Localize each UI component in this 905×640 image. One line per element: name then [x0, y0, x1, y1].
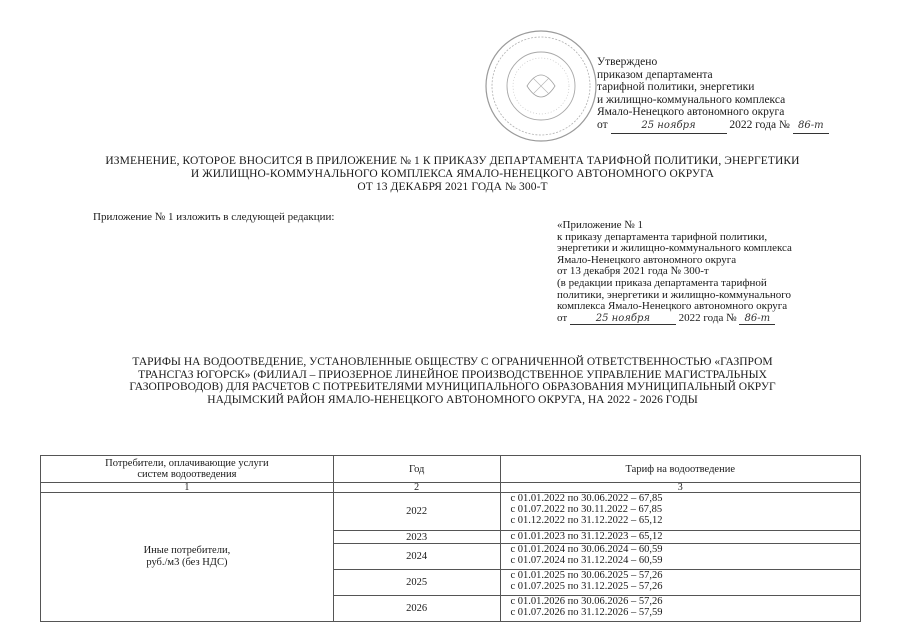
header-number: 2 [333, 483, 500, 493]
appendix-block [557, 220, 792, 325]
tariff-period: с 01.07.2026 по 31.12.2026 – 57,59 [510, 607, 663, 618]
approval-number-handwritten: 86-т [793, 120, 829, 134]
appendix-line: «Приложение № 1 [557, 219, 644, 231]
header-year: Год [333, 456, 500, 483]
approval-line: и жилищно-коммунального комплекса [597, 93, 786, 106]
consumer-line: руб./м3 (без НДС) [146, 557, 228, 568]
appendix-line: энергетики и жилищно-коммунального комплекса [557, 242, 792, 255]
approval-year-text: 2022 года № [729, 118, 790, 131]
appendix-date-prefix: от [557, 311, 568, 324]
tariff-table [40, 455, 861, 622]
approval-line: Утверждено [597, 56, 658, 68]
approval-line: тарифной политики, энергетики [597, 81, 755, 94]
year-cell: 2023 [333, 531, 500, 544]
tariff-period: с 01.01.2026 по 30.06.2026 – 57,26 [510, 596, 663, 607]
approval-date-prefix: от [597, 118, 608, 131]
tariff-title-line: ГАЗОПРОВОДОВ) ДЛЯ РАСЧЕТОВ С ПОТРЕБИТЕЛЯМИ МУНИЦИПАЛЬНОГО ОБРАЗОВАНИЯ МУНИЦИПАЛЬНЫЙ ОКРУГ [129, 381, 776, 394]
tariff-period: с 01.01.2023 по 31.12.2023 – 65,12 [510, 531, 663, 542]
tariff-title-line: ТАРИФЫ НА ВОДООТВЕДЕНИЕ, УСТАНОВЛЕННЫЕ ОБЩЕСТВУ С ОГРАНИЧЕННОЙ ОТВЕТСТВЕННОСТЬЮ «ГАЗПРОМ [132, 356, 773, 368]
appendix-line: от 13 декабря 2021 года № 300-т [557, 265, 709, 278]
tariff-period: с 01.01.2025 по 30.06.2025 – 57,26 [510, 570, 663, 581]
header-number: 1 [41, 483, 334, 493]
approval-line: Ямало-Ненецкого автономного округа [597, 106, 785, 119]
year-cell: 2025 [333, 570, 500, 596]
appendix-line: комплекса Ямало-Ненецкого автономного округа [557, 300, 788, 313]
tariff-period: с 01.07.2022 по 30.11.2022 – 67,85 [510, 504, 663, 515]
title-line: И ЖИЛИЩНО-КОММУНАЛЬНОГО КОМПЛЕКСА ЯМАЛО-НЕНЕЦКОГО АВТОНОМНОГО ОКРУГА [190, 167, 715, 180]
approval-date-handwritten: 25 ноября [611, 120, 727, 134]
tariff-cell [500, 596, 860, 622]
tariff-cell [500, 570, 860, 596]
tariff-cell [500, 493, 860, 531]
consumer-cell [41, 493, 334, 622]
tariff-period: с 01.01.2024 по 30.06.2024 – 60,59 [510, 544, 663, 555]
official-seal [483, 28, 599, 144]
year-cell: 2022 [333, 493, 500, 531]
appendix-line: к приказу департамента тарифной политики, [557, 230, 768, 243]
consumer-line: Иные потребители, [143, 545, 231, 556]
appendix-line: политики, энергетики и жилищно-коммунального [557, 288, 791, 301]
appendix-year-text: 2022 года № [678, 311, 737, 324]
instruction-text: Приложение № 1 изложить в следующей редакции: [93, 211, 335, 223]
title-line: ОТ 13 ДЕКАБРЯ 2021 ГОДА № 300-Т [357, 180, 548, 193]
year-cell: 2024 [333, 544, 500, 570]
table-row [41, 493, 861, 531]
tariff-cell [500, 531, 860, 544]
approval-block [597, 56, 829, 134]
appendix-date-line [557, 313, 792, 326]
tariff-title-line: НАДЫМСКИЙ РАЙОН ЯМАЛО-НЕНЕЦКОГО АВТОНОМНОГО ОКРУГА, НА 2022 - 2026 ГОДЫ [207, 393, 698, 406]
tariff-cell [500, 544, 860, 570]
year-cell: 2026 [333, 596, 500, 622]
tariff-period: с 01.07.2025 по 31.12.2025 – 57,26 [510, 581, 663, 592]
tariff-period: с 01.01.2022 по 30.06.2022 – 67,85 [510, 493, 663, 504]
document-title [40, 155, 865, 193]
appendix-number-handwritten: 86-т [739, 313, 775, 326]
approval-line: приказом департамента [597, 68, 713, 81]
header-number: 3 [500, 483, 860, 493]
approval-date-line [597, 119, 829, 134]
header-consumers: Потребители, оплачивающие услуги систем водоотведения [41, 456, 334, 483]
header-tariff: Тариф на водоотведение [500, 456, 860, 483]
tariff-title-line: ТРАНСГАЗ ЮГОРСК» (ФИЛИАЛ – ПРИОЗЕРНОЕ ЛИНЕЙНОЕ ПРОИЗВОДСТВЕННОЕ УПРАВЛЕНИЕ МАГИСТРАЛЬНЫХ [138, 368, 767, 381]
title-line: ИЗМЕНЕНИЕ, КОТОРОЕ ВНОСИТСЯ В ПРИЛОЖЕНИЕ № 1 К ПРИКАЗУ ДЕПАРТАМЕНТА ТАРИФНОЙ ПОЛИТИКИ, ЭНЕРГЕТИКИ [105, 155, 800, 167]
tariff-period: с 01.12.2022 по 31.12.2022 – 65,12 [510, 515, 663, 526]
tariff-title [70, 356, 835, 406]
appendix-line: (в редакции приказа департамента тарифной [557, 276, 767, 289]
appendix-date-handwritten: 25 ноября [570, 313, 676, 326]
tariff-period: с 01.07.2024 по 31.12.2024 – 60,59 [510, 555, 663, 566]
appendix-line: Ямало-Ненецкого автономного округа [557, 253, 737, 266]
